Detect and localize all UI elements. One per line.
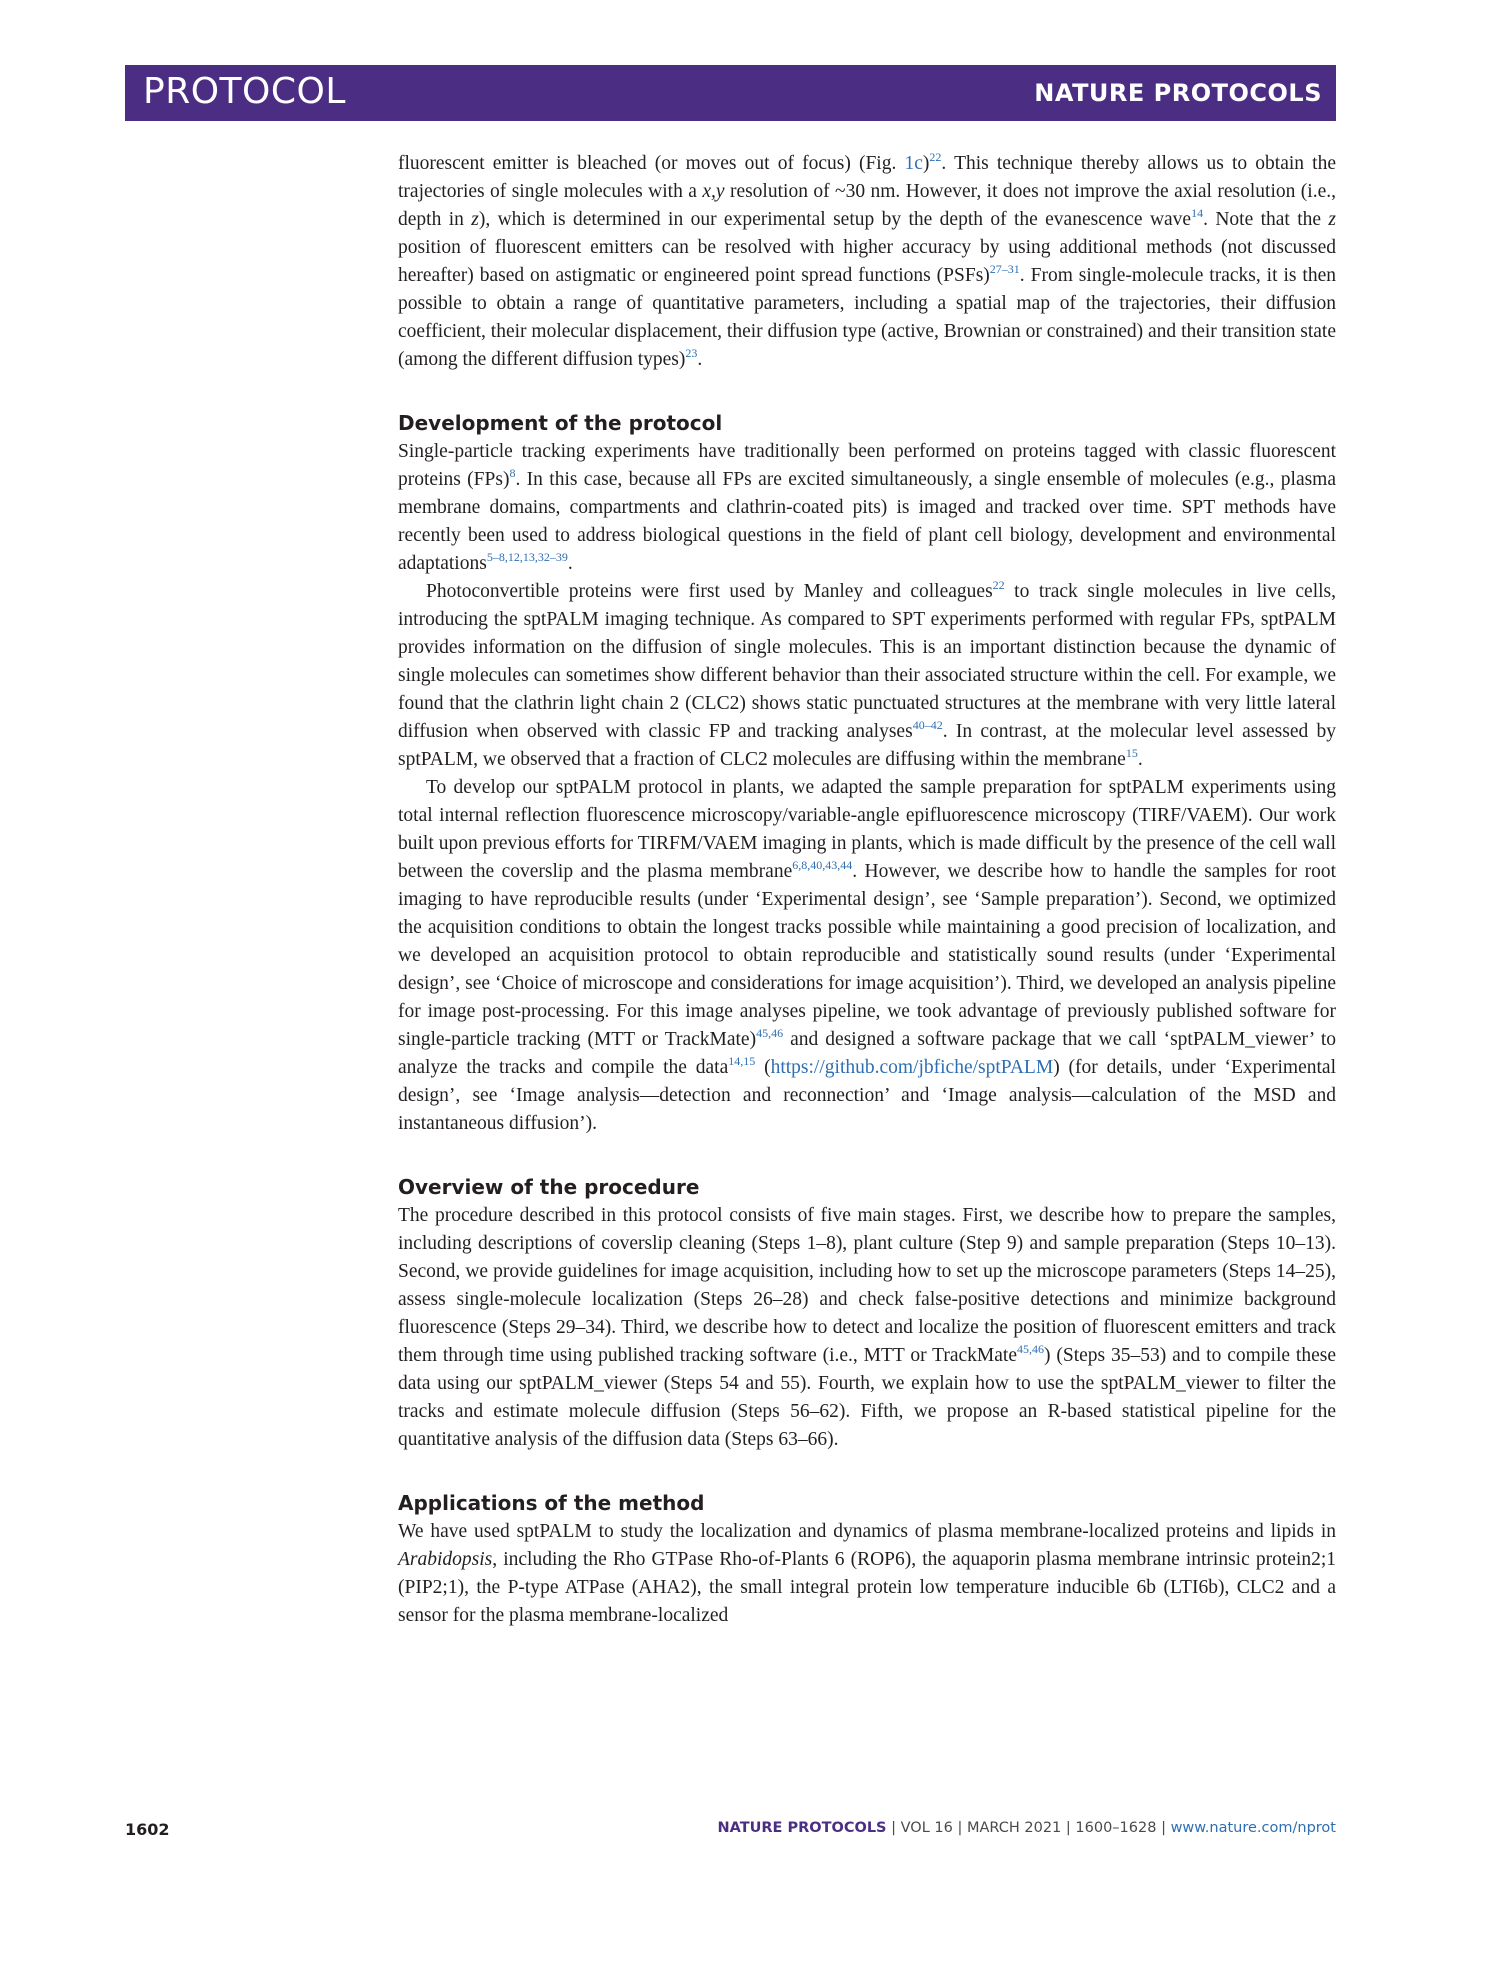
section-heading-development: Development of the protocol: [398, 411, 723, 435]
citation-link[interactable]: 22: [929, 150, 942, 164]
footer-date: MARCH 2021: [966, 1820, 1062, 1836]
citation-link[interactable]: 23: [685, 346, 698, 360]
citation-link[interactable]: 14: [1191, 206, 1204, 220]
citation-link[interactable]: 14,15: [728, 1054, 756, 1068]
figure-link[interactable]: 1c: [904, 153, 923, 174]
page-number: 1602: [125, 1820, 170, 1839]
footer-volume: VOL 16: [900, 1820, 953, 1836]
journal-name: NATURE PROTOCOLS: [1034, 79, 1322, 107]
citation-link[interactable]: 15: [1125, 746, 1138, 760]
footer-pages: 1600–1628: [1075, 1820, 1157, 1836]
citation-link[interactable]: 40–42: [912, 718, 943, 732]
citation-link[interactable]: 8: [509, 466, 516, 480]
citation-link[interactable]: 45,46: [1017, 1342, 1044, 1356]
citation-link[interactable]: 45,46: [756, 1026, 784, 1040]
article-body: [398, 150, 1336, 1630]
footer-citation: NATURE PROTOCOLS | VOL 16 | MARCH 2021 | 1600–1628 | www.nature.com/nprot: [717, 1820, 1336, 1836]
development-paragraph-3: To develop our sptPALM protocol in plants, we adapted the sample preparation for sptPALM experiments using total internal reflection fluorescence microscopy/variable-angle epifluorescence microscopy (TIRF/VAEM). Our work built upon previous efforts for TIRFM/VAEM imaging in plants, which is made difficult by the presence of the cell wall between the coverslip and the plasma membrane$^{6,8,40,43,44}$. However, we describe how to handle the samples for root imaging to have reproducible results (under ‘Experimental design’, see ‘Sample preparation’). Second, we optimized the acquisition conditions to obtain the longest tracks possible while maintaining a good precision of localization, and we developed an acquisition protocol to obtain reproducible and statistically sound results (under ‘Experimental design’, see ‘Choice of microscope and considerations for image acquisition’). Third, we developed an analysis pipeline for image post-processing. For this image analyses pipeline, we took advantage of previously published software for single-particle tracking (MTT or TrackMate)$^{45,46}$ and designed a software package that we call ‘sptPALM_viewer’ to analyze the tracks and compile the data$^{14,15}$ (https://github.com/jbfiche/sptPALM) (for details, under ‘Experimental design’, see ‘Image analysis—detection and reconnection’ and ‘Image analysis—calculation of the MSD and instantaneous diffusion’).: [398, 777, 1336, 1134]
section-heading-overview: Overview of the procedure: [398, 1175, 700, 1199]
section-label: PROTOCOL: [143, 71, 346, 112]
github-link[interactable]: https://github.com/jbfiche/sptPALM: [770, 1057, 1054, 1078]
footer-url-link[interactable]: www.nature.com/nprot: [1170, 1820, 1336, 1836]
development-paragraph-1: Single-particle tracking experiments have traditionally been performed on proteins tagged with classic fluorescent proteins (FPs)$^8$. In this case, because all FPs are excited simultaneously, a single ensemble of molecules (e.g., plasma membrane domains, compartments and clathrin-coated pits) is imaged and tracked over time. SPT methods have recently been used to address biological questions in the field of plant cell biology, development and environmental adaptations$^{5-8,12,13,32-39}$.: [398, 441, 1337, 574]
applications-paragraph: We have used sptPALM to study the localization and dynamics of plasma membrane-localized proteins and lipids in Arabidopsis, including the Rho GTPase Rho-of-Plants 6 (ROP6), the aquaporin plasma membrane intrinsic protein2;1 (PIP2;1), the P-type ATPase (AHA2), the small integral protein low temperature inducible 6b (LTI6b), CLC2 and a sensor for the plasma membrane-localized: [398, 1521, 1336, 1626]
intro-paragraph: fluorescent emitter is bleached (or moves out of focus) (Fig. 1c)$^{22}$. This technique thereby allows us to obtain the trajectories of single molecules with a x,y resolution of ~30 nm. However, it does not improve the axial resolution (i.e., depth in z), which is determined in our experimental setup by the depth of the evanescence wave$^{14}$. Note that the z position of fluorescent emitters can be resolved with higher accuracy by using additional methods (not discussed hereafter) based on astigmatic or engineered point spread functions (PSFs)$^{27-31}$. From single-molecule tracks, it is then possible to obtain a range of quantitative parameters, including a spatial map of the trajectories, their diffusion coefficient, their molecular displacement, their diffusion type (active, Brownian or constrained) and their transition state (among the different diffusion types)$^{23}$.: [398, 150, 1336, 370]
citation-link[interactable]: 6,8,40,43,44: [792, 858, 853, 872]
header-banner: [125, 65, 1336, 121]
overview-paragraph: The procedure described in this protocol consists of five main stages. First, we describe how to prepare the samples, including descriptions of coverslip cleaning (Steps 1–8), plant culture (Step 9) and sample preparation (Steps 10–13). Second, we provide guidelines for image acquisition, including how to set up the microscope parameters (Steps 14–25), assess single-molecule localization (Steps 26–28) and check false-positive detections and minimize background fluorescence (Steps 29–34). Third, we describe how to detect and localize the position of fluorescent emitters and track them through time using published tracking software (i.e., MTT or TrackMate$^{45,46}$) (Steps 35–53) and to compile these data using our sptPALM_viewer (Steps 54 and 55). Fourth, we explain how to use the sptPALM_viewer to filter the tracks and estimate molecule diffusion (Steps 56–62). Fifth, we propose an R-based statistical pipeline for the quantitative analysis of the diffusion data (Steps 63–66).: [398, 1205, 1336, 1450]
citation-link[interactable]: 27–31: [989, 262, 1020, 276]
footer-journal: NATURE PROTOCOLS: [717, 1820, 887, 1836]
development-paragraph-2: Photoconvertible proteins were first used by Manley and colleagues$^{22}$ to track single molecules in live cells, introducing the sptPALM imaging technique. As compared to SPT experiments performed with regular FPs, sptPALM provides information on the diffusion of single molecules. This is an important distinction because the dynamic of single molecules can sometimes show different behavior than their associated structure within the cell. For example, we found that the clathrin light chain 2 (CLC2) shows static punctuated structures at the membrane with very little lateral diffusion when observed with classic FP and tracking analyses$^{40-42}$. In contrast, at the molecular level assessed by sptPALM, we observed that a fraction of CLC2 molecules are diffusing within the membrane$^{15}$.: [398, 578, 1337, 770]
citation-link[interactable]: 22: [992, 578, 1005, 592]
section-heading-applications: Applications of the method: [398, 1491, 705, 1515]
citation-link[interactable]: 5–8,12,13,32–39: [486, 550, 568, 564]
